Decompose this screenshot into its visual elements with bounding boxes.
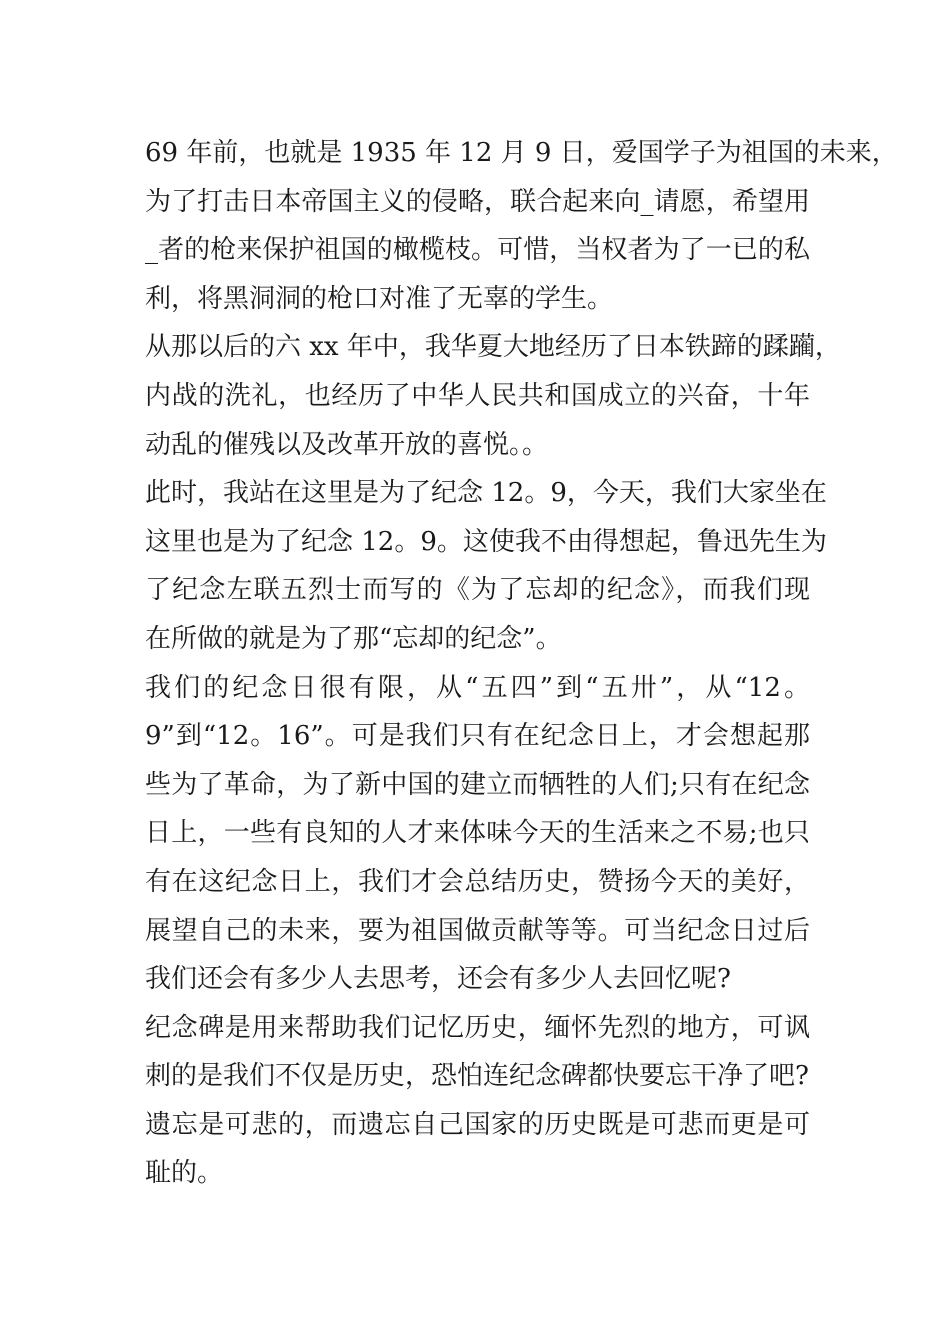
text-line: 我们的纪念日很有限，从“五四”到“五卅”，从“12。 (145, 672, 810, 703)
text-line: 利，将黑洞洞的枪口对准了无辜的学生。 (145, 283, 614, 314)
text-line: 我们还会有多少人去思考，还会有多少人去回忆呢? (145, 964, 731, 995)
text-line: 日上，一些有良知的人才来体味今天的生活来之不易;也只 (145, 818, 810, 849)
text-line: 纪念碑是用来帮助我们记忆历史，缅怀先烈的地方，可讽 (145, 1012, 810, 1043)
document-body (145, 129, 898, 1198)
paragraph (145, 323, 841, 469)
text-line: 从那以后的六 xx 年中，我华夏大地经历了日本铁蹄的蹂躏， (145, 332, 841, 363)
text-line: 遗忘是可悲的，而遗忘自己国家的历史既是可悲而更是可 (145, 1109, 810, 1140)
paragraph (145, 664, 810, 1004)
text-line: 展望自己的未来，要为祖国做贡献等等。可当纪念日过后 (145, 915, 810, 946)
text-line: 9”到“12。16”。可是我们只有在纪念日上，才会想起那 (145, 721, 810, 752)
paragraph (145, 1004, 810, 1101)
text-line: 这里也是为了纪念 12。9。这使我不由得想起，鲁迅先生为 (145, 526, 827, 557)
text-line: 耻的。 (145, 1158, 224, 1189)
text-line: 了纪念左联五烈士而写的《为了忘却的纪念》，而我们现 (145, 575, 810, 606)
text-line: 在所做的就是为了那“忘却的纪念”。 (145, 623, 562, 654)
paragraph (145, 469, 827, 663)
text-line: 69 年前，也就是 1935 年 12 月 9 日，爱国学子为祖国的未来， (145, 138, 898, 168)
text-line: 此时，我站在这里是为了纪念 12。9，今天，我们大家坐在 (145, 478, 827, 509)
text-line: 些为了革命，为了新中国的建立而牺牲的人们;只有在纪念 (145, 769, 810, 800)
text-line: 为了打击日本帝国主义的侵略，联合起来向_请愿，希望用 (145, 186, 810, 217)
text-line: 内战的洗礼，也经历了中华人民共和国成立的兴奋，十年 (145, 380, 810, 411)
text-line: _者的枪来保护祖国的橄榄枝。可惜，当权者为了一已的私 (145, 235, 810, 266)
paragraph (145, 1101, 810, 1198)
text-line: 动乱的催残以及改革开放的喜悦。。 (145, 429, 549, 460)
text-line: 有在这纪念日上，我们才会总结历史，赞扬今天的美好， (145, 866, 810, 897)
paragraph (145, 129, 898, 323)
text-line: 刺的是我们不仅是历史，恐怕连纪念碑都快要忘干净了吧? (145, 1061, 809, 1092)
